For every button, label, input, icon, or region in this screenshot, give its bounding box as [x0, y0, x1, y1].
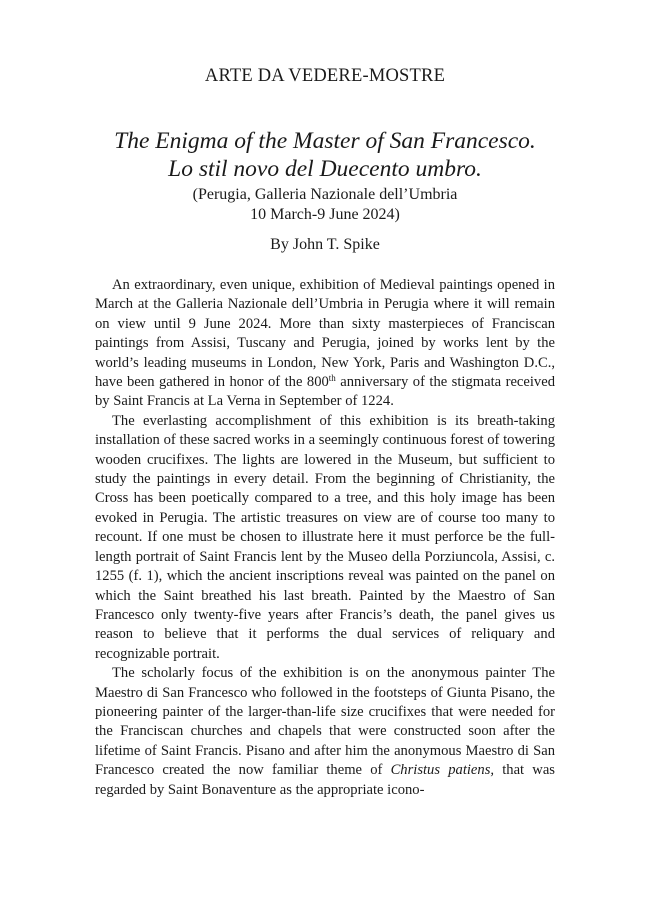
title-line-2: Lo stil novo del Duecento umbro.	[168, 156, 482, 182]
venue-line: (Perugia, Galleria Nazionale dell’Umbria	[192, 186, 458, 203]
paragraph-3-text: The scholarly focus of the exhibition is on the anonymous painter The Maestro di San Francesco who followed in the footsteps of Giunta Pisano, the pioneering painter of the larger-than-life size crucifixes that were needed for the Franciscan churches and chapels that were constructed soon after the lifetime of Saint Francis. Pisano and after him the anonymous Maestro di San Francesco created the now familiar theme of	[95, 665, 555, 779]
title-line-1: The Enigma of the Master of San Francesco.	[114, 128, 536, 154]
paragraph-1	[95, 276, 555, 412]
paragraph-1-text-end: anniversary of the stigmata received by Saint Francis at La Verna in September of 1224.	[95, 374, 556, 410]
author-byline: By John T. Spike	[270, 236, 380, 253]
paragraph-2: The everlasting accomplishment of this exhibition is its breath-taking installation of these sacred works in a seemingly continuous forest of towering wooden crucifixes. The lights are lowered in the Museum, but sufficient to study the paintings in every detail. From the beginning of Christianity, the Cross has been poetically compared to a tree, and this holy image has been evoked in Perugia. The artistic treasures on view are of course too many to recount. If one must be chosen to illustrate here it must perforce be the full-length portrait of Saint Francis lent by the Museo della Porziuncola, Assisi, c. 1255 (f. 1), which the ancient inscriptions reveal was painted on the panel on which the Saint breathed his last breath. Painted by the Maestro of San Francesco only twenty-five years after Francis’s death, the panel gives us reason to believe that it performs the dual services of reliquary and recognizable portrait.	[95, 412, 555, 662]
paragraph-3-text-end: that was regarded by Saint Bonaventure as the appropriate icono-	[95, 762, 555, 798]
paragraph-3	[95, 664, 555, 800]
dates-line: 10 March-9 June 2024)	[250, 206, 400, 223]
ordinal-superscript: th	[328, 373, 336, 384]
article-body	[95, 276, 555, 800]
exhibition-venue-dates	[100, 185, 550, 225]
article-title	[60, 127, 590, 183]
paragraph-1-text: An extraordinary, even unique, exhibition of Medieval paintings opened in March at the Galleria Nazionale dell’Umbria in Perugia where it will remain on view until 9 June 2024. More than sixty masterpieces of Franciscan paintings from Assisi, Tuscany and Perugia, joined by works lent by the world’s leading museums in London, New York, Paris and Washington D.C., have been gathered in honor of the 800	[95, 277, 555, 391]
latin-term: Christus patiens,	[390, 762, 495, 779]
section-heading: ARTE DA VEDERE-MOSTRE	[204, 66, 446, 86]
